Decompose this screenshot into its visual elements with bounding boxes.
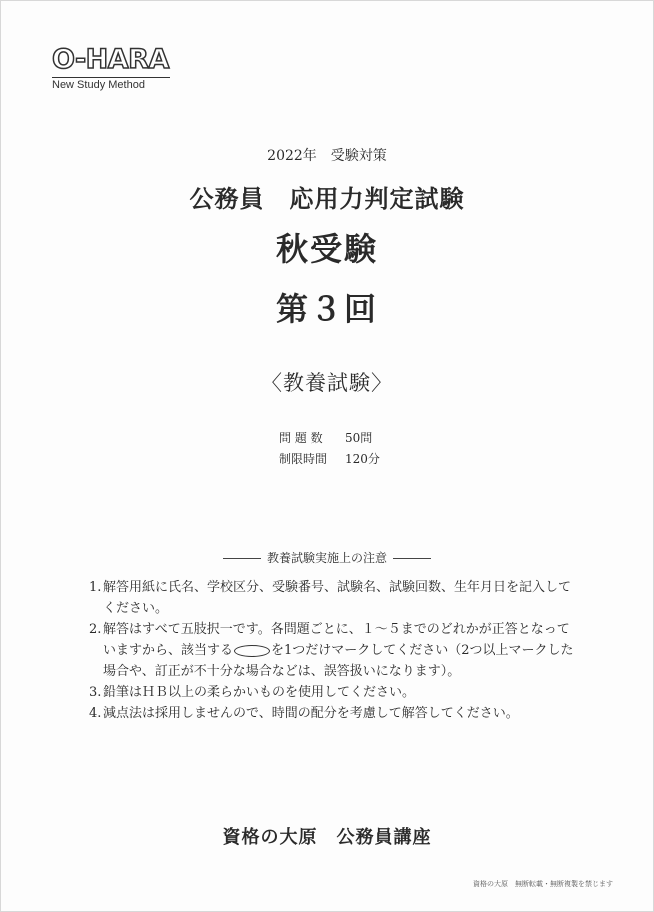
- exam-session: 秋受験: [275, 230, 378, 268]
- list-item: [89, 703, 579, 724]
- list-item: [89, 619, 579, 682]
- exam-subject: 〈教養試験〉: [261, 371, 393, 395]
- year-line: 2022年 受験対策: [267, 148, 387, 164]
- list-item: [89, 577, 579, 619]
- list-item-number: 1.: [89, 580, 102, 595]
- logo-tagline: New Study Method: [52, 77, 170, 91]
- notice-heading: [1, 549, 653, 566]
- list-item-text: 解答用紙に氏名、学校区分、受験番号、試験名、試験回数、生年月日を記入してください。: [103, 580, 572, 616]
- divider: [223, 558, 261, 559]
- divider: [393, 558, 431, 559]
- list-item-number: 4.: [89, 706, 102, 721]
- list-item: [89, 682, 579, 703]
- question-count-label: 問 題 数: [279, 431, 323, 445]
- exam-title: 公務員 応用力判定試験: [189, 185, 465, 213]
- answer-oval-icon: [234, 645, 270, 657]
- copyright-notice: 資格の大原 無断転載・無断複製を禁じます: [473, 880, 613, 888]
- notice-heading-text: 教養試験実施上の注意: [266, 551, 387, 565]
- question-count: [279, 429, 372, 446]
- list-item-number: 3.: [89, 685, 102, 700]
- ohara-logo: [52, 45, 170, 91]
- list-item-text-part: を1つだけマークしてください（2つ以上マークした場合や、訂正が不十分な場合などは、誤答扱いになります）。: [103, 643, 574, 679]
- notice-list: [89, 577, 579, 724]
- time-limit: [279, 450, 380, 467]
- publisher-name: 資格の大原 公務員講座: [222, 827, 432, 848]
- time-limit-value: 120分: [345, 452, 380, 466]
- logo-mark: O-HARA: [52, 44, 169, 75]
- time-limit-label: 制限時間: [279, 452, 328, 466]
- list-item-text: [103, 619, 579, 682]
- question-count-value: 50問: [345, 431, 373, 445]
- list-item-text: 減点法は採用しませんので、時間の配分を考慮して解答してください。: [103, 706, 519, 721]
- list-item-number: 2.: [89, 622, 102, 637]
- list-item-text-part: 解答はすべて五肢択一です。各問題ごとに、１～５までのどれかが正答となっていますから、該当する: [103, 622, 570, 658]
- list-item-text: 鉛筆はＨＢ以上の柔らかいものを使用してください。: [103, 685, 416, 700]
- exam-round: 第３回: [275, 290, 378, 328]
